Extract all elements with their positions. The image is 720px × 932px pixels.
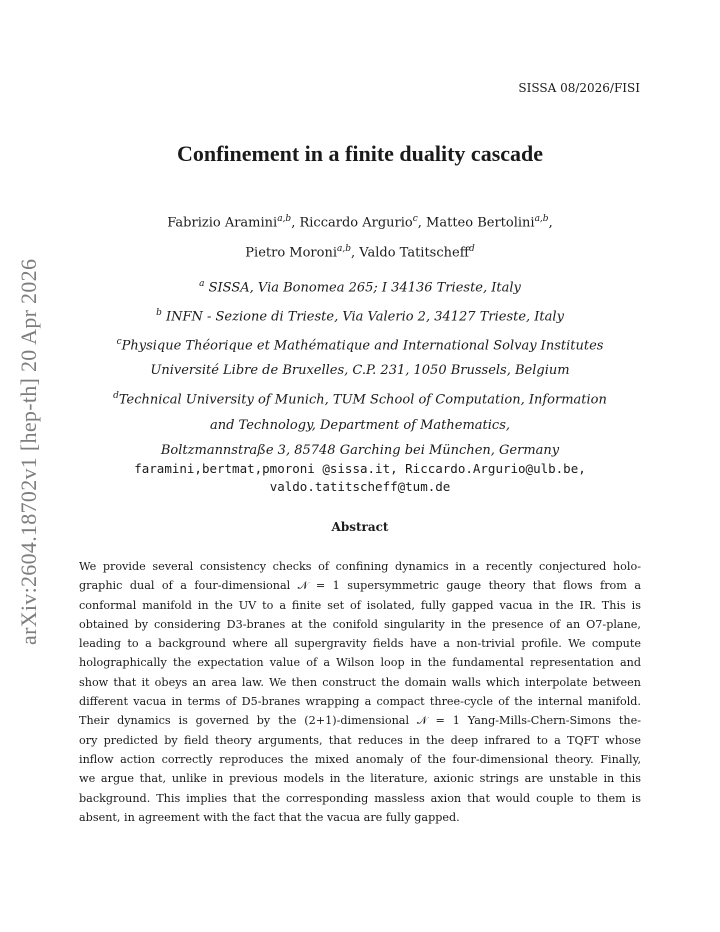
email-line[interactable]: faramini,bertmat,pmoroni @sissa.it, Riccardo.Argurio@ulb.be, [134, 461, 586, 476]
author-affiliation-mark: c [412, 214, 418, 224]
abstract-heading: Abstract [331, 520, 389, 534]
author-affiliation-mark: d [468, 244, 475, 255]
affiliation-text: Université Libre de Bruxelles, C.P. 231, 1050 Brussels, Belgium [150, 363, 570, 379]
abstract-line: inflow action correctly reproduces the mixed anomaly of the four-dimensional theory. Finally, [79, 752, 641, 766]
affiliation-line [60, 384, 660, 413]
abstract-line: we argue that, unlike in previous models in the literature, axionic strings are unstable in this [79, 772, 641, 786]
abstract-line: We provide several consistency checks of confining dynamics in a recently conjectured holo- [79, 560, 641, 573]
affiliation-line [60, 301, 660, 330]
author-separator: , [548, 215, 553, 231]
affiliation-line [60, 272, 660, 301]
abstract-line: leading to a background where all supergravity fields have a non-trivial profile. We compute [79, 637, 641, 651]
abstract-line: background. This implies that the corresponding massless axion that would couple to them is [79, 791, 641, 805]
author-name: Matteo Bertolini [426, 215, 535, 231]
author-line-1 [80, 206, 640, 236]
affiliation-line [60, 358, 660, 384]
abstract-line: graphic dual of a four-dimensional 𝒩 = 1 supersymmetric gauge theory that flows from a [79, 579, 641, 593]
author-separator: , [351, 245, 360, 261]
affiliation-line [60, 413, 660, 439]
author-separator: , [291, 215, 300, 231]
author-list [80, 206, 640, 267]
abstract-line: absent, in agreement with the fact that the vacua are fully gapped. [79, 810, 460, 824]
author-affiliation-mark: a,b [337, 244, 352, 255]
author-separator: , [417, 215, 427, 231]
author-name: Riccardo Argurio [299, 215, 413, 231]
abstract-line: ory predicted by field theory arguments, that reduces in the deep infrared to a TQFT whose [79, 733, 641, 747]
abstract-line: different vacua in terms of D5-branes wrapping a compact three-cycle of the internal manifold. [79, 695, 641, 709]
author-affiliation-mark: a,b [277, 214, 292, 224]
affiliation-text: and Technology, Department of Mathematics, [209, 417, 510, 433]
email-addresses [60, 460, 660, 496]
author-line-2 [80, 236, 640, 266]
affiliation-text: INFN - Sezione di Trieste, Via Valerio 2, 34127 Trieste, Italy [161, 309, 564, 325]
affiliation-line [60, 330, 660, 359]
affiliation-mark: c [116, 336, 122, 347]
abstract-line: Their dynamics is governed by the (2+1)-dimensional 𝒩 = 1 Yang-Mills-Chern-Simons the- [79, 714, 641, 728]
abstract-line: show that it obeys an area law. We then construct the domain walls which interpolate between [79, 675, 641, 689]
affiliation-mark: a [199, 279, 205, 289]
affiliation-text: Boltzmannstraße 3, 85748 Garching bei München, Germany [160, 443, 560, 459]
affiliation-text: SISSA, Via Bonomea 265; I 34136 Trieste, Italy [204, 280, 521, 296]
author-name: Pietro Moroni [245, 245, 338, 261]
affiliation-text: Technical University of Munich, TUM School of Computation, Information [118, 392, 607, 408]
email-line[interactable]: valdo.tatitscheff@tum.de [269, 479, 451, 494]
abstract-body [79, 557, 641, 827]
abstract-line: holographically the expectation value of a Wilson loop in the fundamental representation and [79, 656, 641, 670]
author-affiliation-mark: a,b [534, 214, 549, 224]
abstract-line: obtained by considering D3-branes at the conifold singularity in the presence of an O7-plane, [79, 617, 641, 631]
report-number: SISSA 08/2026/FISI [518, 81, 640, 95]
author-name: Valdo Tatitscheff [359, 245, 469, 261]
author-name: Fabrizio Aramini [167, 215, 278, 231]
arxiv-identifier-stamp[interactable]: arXiv:2604.18702v1 [hep-th] 20 Apr 2026 [16, 258, 41, 645]
affiliation-list [60, 272, 660, 464]
paper-title: Confinement in a finite duality cascade [176, 141, 544, 166]
abstract-line: conformal manifold in the UV to a finite set of isolated, fully gapped vacua in the IR. This is [79, 598, 641, 612]
affiliation-mark: d [113, 390, 119, 401]
affiliation-mark: b [156, 307, 162, 318]
affiliation-text: Physique Théorique et Mathématique and International Solvay Institutes [121, 337, 604, 353]
